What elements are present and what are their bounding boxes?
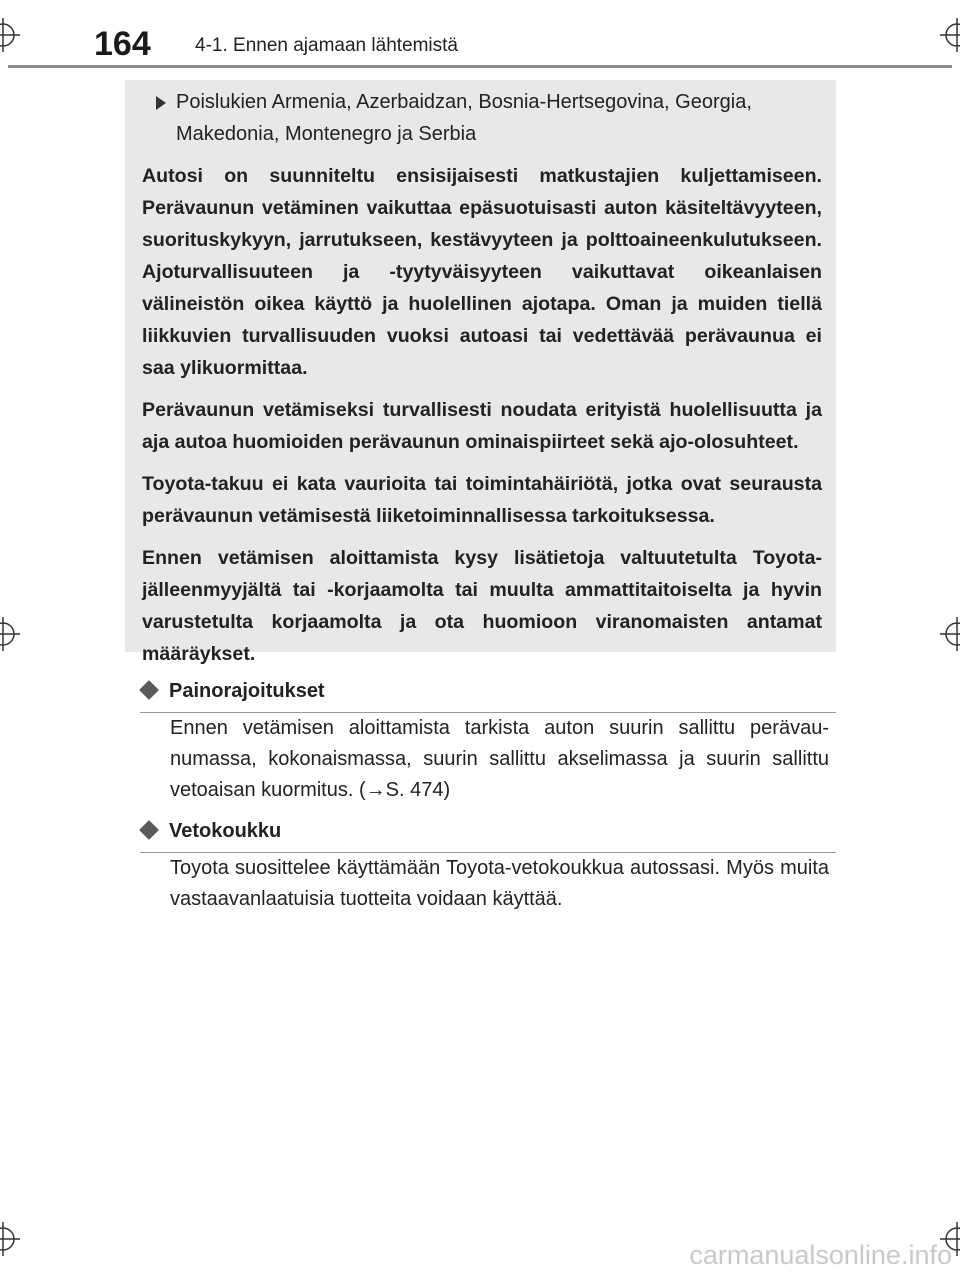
section-title: Painorajoitukset [169, 680, 325, 702]
page-number: 164 [94, 25, 151, 63]
notice-box [125, 80, 836, 665]
registration-mark-icon [0, 1222, 20, 1256]
section-title: Vetokoukku [169, 820, 282, 842]
section-header: 4-1. Ennen ajamaan lähtemistä [195, 35, 458, 56]
exception-item [142, 86, 822, 150]
watermark: carmanualsonline.info [689, 1240, 952, 1270]
notice-paragraph: Ennen vetämisen aloittamista kysy lisätietoja valtuutetulta Toyota-jälleenmyyjältä tai -korjaamolta tai muulta ammattitaitoiselta ja hyvin varustetulta korjaamolta ja ota huomioon viranomaisten antamat määräykset. [142, 547, 822, 665]
registration-mark-icon [940, 617, 960, 651]
notice-paragraph: Toyota-takuu ei kata vaurioita tai toimintahäiriötä, jotka ovat seurausta perävaunun vetämisestä liiketoiminnallisessa tarkoituksessa. [142, 473, 822, 527]
registration-mark-icon [0, 617, 20, 651]
diamond-bullet-icon [139, 820, 159, 840]
section-body: Toyota suosittelee käyttämään Toyota-vetokoukkua autossasi. Myös muita vastaavanlaatuisia tuotteita voidaan käyttää. [170, 857, 829, 910]
registration-mark-icon [940, 18, 960, 52]
registration-mark-icon [0, 18, 20, 52]
section-body: Ennen vetämisen aloittamista tarkista auton suurin sallittu perävaunumassa, kokonaismassa, suurin sallittu akselimassa ja suurin sallittu vetoaisan kuormitus. (→S. 474) [170, 717, 829, 801]
notice-paragraph: Perävaunun vetämiseksi turvallisesti noudata erityistä huolellisuutta ja aja autoa huomioiden perävaunun ominaispiirteet sekä ajo-olosuhteet. [142, 399, 822, 453]
header-divider [8, 65, 952, 68]
exception-text: Poislukien Armenia, Azerbaidzan, Bosnia-Hertsegovina, Georgia, Makedonia, Montenegro ja Serbia [176, 91, 752, 145]
section-heading-towbar [140, 820, 836, 853]
diamond-bullet-icon [139, 680, 159, 700]
triangle-bullet-icon [156, 96, 166, 110]
section-heading-weight-limits [140, 680, 836, 713]
notice-paragraph: Autosi on suunniteltu ensisijaisesti matkustajien kuljettamiseen. Perävaunun vetäminen vaikuttaa epäsuotuisasti auton käsiteltävyyteen, suorituskykyyn, jarrutukseen, kestävyyteen ja polttoaineenkulutukseen. Ajoturvallisuuteen ja -tyytyväisyyteen vaikuttavat oikeanlaisen välineistön oikea käyttö ja huolellinen ajotapa. Oman ja muiden tiellä liikkuvien turvallisuuden vuoksi autoasi tai vedettävää perävaunua ei saa ylikuormittaa. [142, 165, 822, 379]
